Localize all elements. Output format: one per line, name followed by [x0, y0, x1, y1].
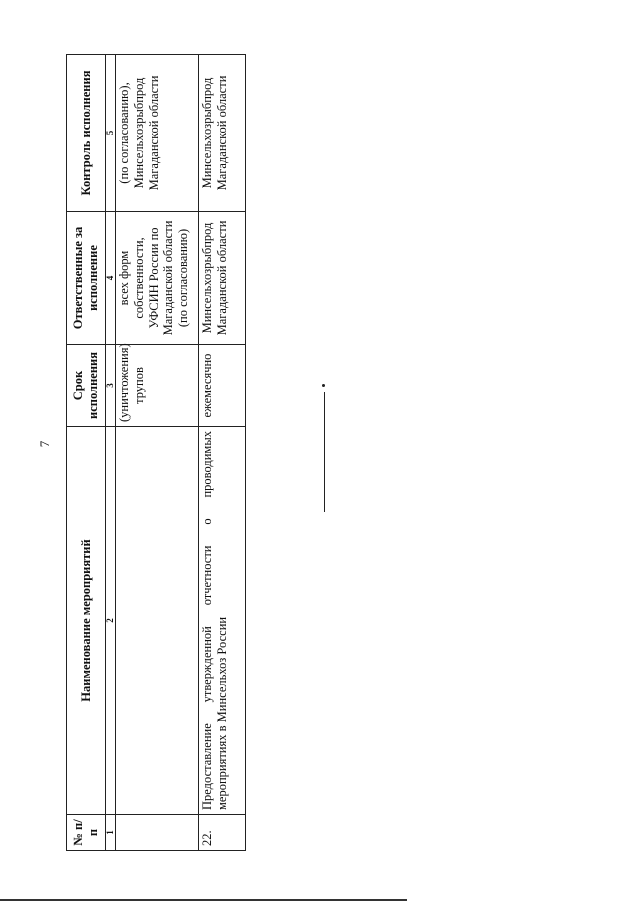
- header-name: Наименование мероприятий: [67, 427, 106, 815]
- table-row: [199, 55, 246, 851]
- header-responsible: Ответственные за исполнение: [67, 212, 106, 345]
- row-deadline-cell: (уничтожения) трупов: [116, 345, 199, 427]
- measures-table-container: [66, 55, 244, 851]
- row-name-cell: [116, 427, 199, 815]
- header-num: № п/п: [67, 815, 106, 851]
- column-numbers-row: [106, 55, 116, 851]
- end-rule-line: [324, 392, 325, 512]
- row-name-cell: Предоставление утвержденной отчетности о проводимых мероприятиях в Минсельхоз России: [199, 427, 246, 815]
- header-deadline: Срок исполнения: [67, 345, 106, 427]
- table-row: [116, 55, 199, 851]
- row-control-cell: (по согласованию), Минсельхозрыбпрод Магаданской области: [116, 55, 199, 212]
- signature-dot: [322, 384, 325, 387]
- row-responsible-cell: всех форм собственности, УФСИН России по Магаданской области (по согласованию): [116, 212, 199, 345]
- row-responsible-cell: Минсельхозрыбпрод Магаданской области: [199, 212, 246, 345]
- column-number: 4: [106, 212, 116, 345]
- row-num-cell: 22.: [199, 815, 246, 851]
- scan-bottom-border: [0, 899, 407, 901]
- column-number: 3: [106, 345, 116, 427]
- row-num-cell: [116, 815, 199, 851]
- row-deadline-cell: ежемесячно: [199, 345, 246, 427]
- column-number: 5: [106, 55, 116, 212]
- column-number: 2: [106, 427, 116, 815]
- table-header-row: [67, 55, 106, 851]
- column-number: 1: [106, 815, 116, 851]
- row-control-cell: Минсельхозрыбпрод Магаданской области: [199, 55, 246, 212]
- page-number: 7: [37, 440, 52, 448]
- measures-table: [66, 54, 246, 851]
- header-control: Контроль исполнения: [67, 55, 106, 212]
